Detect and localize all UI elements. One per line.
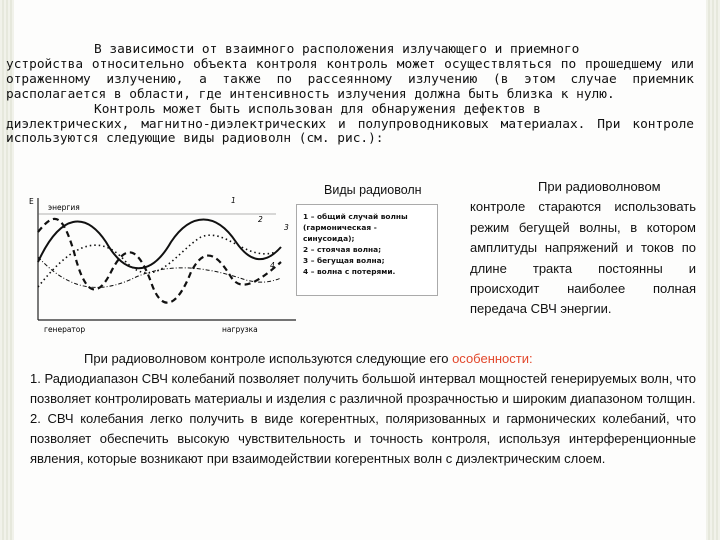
legend-line-3: синусоида); <box>303 234 355 243</box>
features-intro-text: При радиоволновом контроле используются следующие его <box>84 351 453 366</box>
figure-legend <box>296 204 438 296</box>
side-text-first-line: При радиоволновом <box>538 179 661 194</box>
legend-line-5: 3 – бегущая волна; <box>303 256 385 265</box>
feature-item-1: 1. Радиодиапазон СВЧ колебаний позволяет получить большой интервал мощностей генерируемых волн, что позволяет контролировать материалы и изделия с различной прозрачностью и широким диапазоном толщин. <box>30 371 696 407</box>
features-intro <box>30 349 696 369</box>
legend-line-4: 2 – стоячая волна; <box>303 245 382 254</box>
legend-line-1: 1 – общий случай волны <box>303 212 408 221</box>
curve-1-general-wave <box>38 220 281 269</box>
side-text-rest: контроле стараются использовать режим бегущей волны, в котором амплитуды напряжений и токов по длине тракта постоянны и происходит наиболее полная передача СВЧ энергии. <box>470 199 696 317</box>
energy-label: энергия <box>48 203 80 212</box>
load-label: нагрузка <box>222 325 258 334</box>
legend-line-6: 4 – волна с потерями. <box>303 267 396 276</box>
figure-caption: Виды радиоволн <box>324 183 422 197</box>
curve-number-3: 3 <box>284 223 289 232</box>
intro-text <box>6 43 694 147</box>
features-intro-highlight: особенности: <box>452 351 533 366</box>
features-section <box>30 349 696 470</box>
side-text <box>470 177 696 320</box>
right-decorative-stripe <box>706 0 720 540</box>
curve-3-traveling-wave <box>38 219 281 303</box>
intro-p2-line1: Контроль может быть использован для обнаружения дефектов в <box>94 101 541 117</box>
intro-p1-rest: устройства относительно объекта контроля контроль может осуществляться по прошедшему или отраженному излучению, а также по рассеянному излучению (в этом случае приемник располагается в области, где интенсивность излучения должна быть близка к нулю. <box>6 56 694 102</box>
radio-wave-figure <box>26 192 446 337</box>
curve-number-2: 2 <box>258 215 263 224</box>
generator-label: генератор <box>44 325 86 334</box>
intro-p2-rest: диэлектрических, магнитно-диэлектрических и полупроводниковых материалах. При контроле используются следующие виды радиоволн (см. рис.): <box>6 116 694 147</box>
curve-number-1: 1 <box>231 196 236 205</box>
legend-line-2: (гармоническая - <box>303 223 377 232</box>
curve-4-lossy-wave <box>38 257 281 287</box>
feature-item-2: 2. СВЧ колебания легко получить в виде когерентных, поляризованных и гармонических колебаний, что позволяет обеспечить высокую чувствительность и точность контроля, используя интерференционные явления, которые возникают при взаимодействии когерентных волн с диэлектрическим слоем. <box>30 411 696 467</box>
curve-number-4: 4 <box>270 261 275 270</box>
intro-p1-line1: В зависимости от взаимного расположения излучающего и приемного <box>94 42 580 57</box>
y-axis-label: E <box>29 197 34 206</box>
